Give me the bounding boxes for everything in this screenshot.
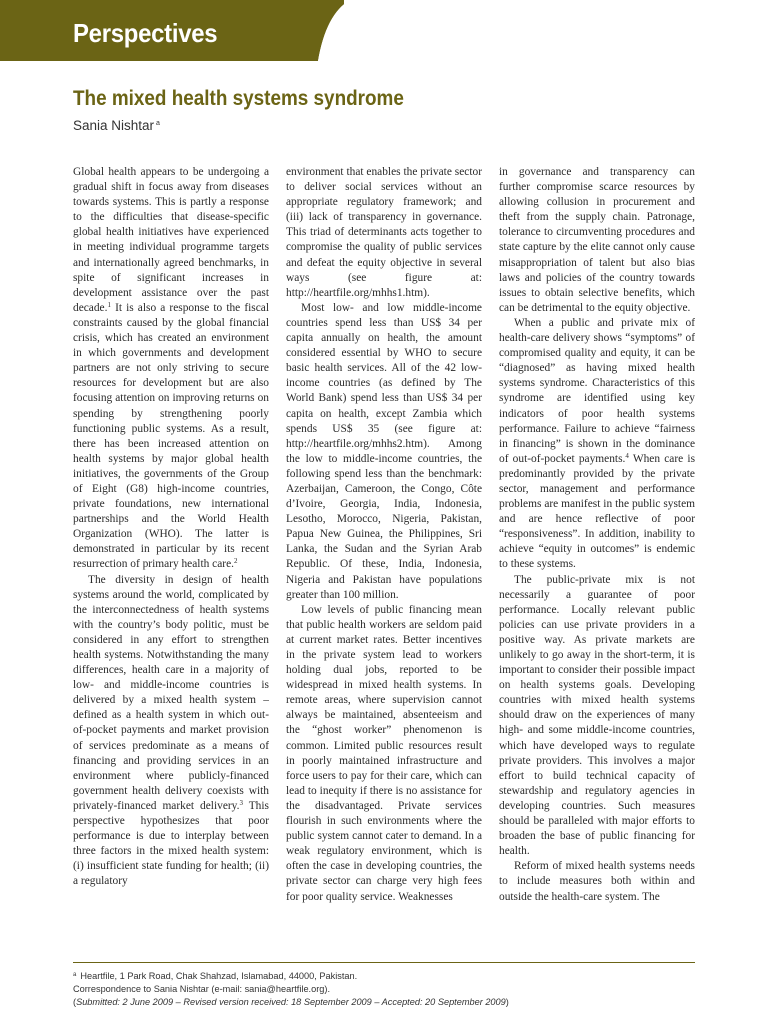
footnote-paren-open: ( <box>73 997 77 1007</box>
paragraph-text: The public-private mix is not necessarily a guarantee of poor performance. Locally relevant public policies can use private providers in a positive way. As private markets are unlikely to go away in the short-term, it is important to consider their possible impact on health systems goals. Developing countries with mixed health systems should draw on the experiences of many high- and some middle-income countries, which have developed ways to regulate private providers. This involves a major effort to build technical capacity of stewardship and regulatory agencies in developing countries. Such measures should be paralleled with major efforts to broaden the base of public financing for health. <box>499 573 695 858</box>
footnote-address-line <box>73 969 713 983</box>
paragraph-text: When care is predominantly provided by the private sector, management and performance problems are manifest in the public system and are hence reflective of poor “responsiveness”. In addition, inability to achieve “equity in outcomes” is endemic to these systems. <box>499 452 695 571</box>
text-column-3 <box>499 165 695 935</box>
paragraph-text: Low levels of public financing mean that public health workers are seldom paid at current market rates. Better incentives in the private system lead to workers holding dual jobs, reported to be widespread in mixed health systems. In remote areas, where supervision cannot always be maintained, absenteeism and the “ghost worker” phenomenon is common. Limited public resources result in poorly maintained infrastructure and force users to pay for their care, which can lead to inequity if there is no assistance for the disadvantaged. Private services flourish in such environments where the public system cannot cater to demand. In a weak regulatory environment, which is often the case in developing countries, the private sector can charge very high fees for poor quality service. Weaknesses <box>286 603 482 903</box>
text-column-2 <box>286 165 482 935</box>
footnote-paren-close: ) <box>505 997 509 1007</box>
reference-number: 1 <box>107 300 111 309</box>
paragraph-text: When a public and private mix of health-care delivery shows “symptoms” of compromised quality and equity, it can be “diagnosed” as having mixed health systems syndrome. Characteristics of this syndrome are identified using key indicators of poor health systems performance. Failure to achieve “fairness in financing” is shown in the dominance of out-of-pocket payments. <box>499 316 695 465</box>
body-paragraph <box>286 301 482 603</box>
footnote-dates-line <box>73 996 713 1009</box>
body-paragraph <box>499 859 695 904</box>
body-paragraph <box>499 165 695 316</box>
paragraph-text: This perspective hypothesizes that poor performance is due to interplay between three factors in the mixed health system: (i) insufficient state funding for health; (ii) a regulatory <box>73 799 269 888</box>
footnote-rule <box>73 962 695 963</box>
author-affiliation-marker: a <box>156 120 160 127</box>
footnote-address: Heartfile, 1 Park Road, Chak Shahzad, Islamabad, 44000, Pakistan. <box>80 971 358 981</box>
reference-number: 2 <box>233 557 238 566</box>
reference-number: 4 <box>625 451 629 460</box>
section-label: Perspectives <box>73 18 218 48</box>
body-paragraph <box>286 603 482 905</box>
body-paragraph <box>73 573 269 890</box>
paragraph-text: environment that enables the private sector to deliver social services without an appropriate regulatory framework; and (iii) lack of transparency in governance. This triad of determinants acts together to compromise the quality of public services and defeat the equity objective in several ways (see figure at: http://heartfile.org/mhhs1.htm). <box>286 166 482 299</box>
paragraph-text: Most low- and low middle-income countries spend less than US$ 34 per capita annually on health, the amount considered essential by WHO to secure basic health services. All of the 42 low-income countries (as defined by The World Bank) spend less than US$ 34 per capita on health, except Zambia which spends US$ 35 (see figure at: http://heartfile.org/mhhs2.htm). Among the low to middle-income countries, the following spend less than the benchmark: Azerbaijan, Cameroon, the Congo, Côte d’Ivoire, Georgia, India, Indonesia, Lesotho, Morocco, Nigeria, Pakistan, Papua New Guinea, the Philippines, Sri Lanka, the Sudan and the Syrian Arab Republic. Of these, India, Indonesia, Nigeria and Pakistan have populations greater than 100 million. <box>286 301 482 601</box>
author-line <box>73 118 160 133</box>
reference-number: 3 <box>239 798 243 807</box>
paragraph-text: It is also a response to the fiscal constraints caused by the global financial crisis, which has created an environment in which governments and development partners are not only striving to secure resources for development but are also focusing attention on improving returns on spending by strengthening poorly functioning public systems. As a result, there has been increased attention on health systems by major global health initiatives, the governments of the Group of Eight (G8) high-income countries, private foundations, new international partnerships and the World Health Organization (WHO). The latter is demonstrated in particular by its recent resurrection of primary health care. <box>73 301 269 571</box>
paragraph-text: Reform of mixed health systems needs to include measures both within and outside the health-care system. The <box>499 860 695 903</box>
body-paragraph <box>499 573 695 860</box>
author-name: Sania Nishtar <box>73 118 155 133</box>
paragraph-text: The diversity in design of health systems around the world, complicated by the interconnectedness of health systems with the country’s body politic, must be considered in any effort to strengthen health systems. Notwithstanding the many differences, health care in a majority of low- and middle-income countries is delivered by a mixed health system – defined as a health system in which out-of-pocket payments and market provision of services predominate as a means of financing and providing services in an environment where publicly-financed government health delivery coexists with privately-financed market delivery. <box>73 573 269 812</box>
paragraph-text: in governance and transparency can further compromise scarce resources by allowing collusion in procurement and theft from the supply chain. Patronage, tolerance to circumventing procedures and state capture by the elite cannot only cause misappropriation of talent but also bias laws and policies of the country towards issues to obtain selective benefits, which can be detrimental to the equity objective. <box>499 166 695 314</box>
paragraph-text: Global health appears to be undergoing a gradual shift in focus away from diseases towards systems. This is partly a response to the difficulties that disease-specific global health initiatives have experienced in meeting individual programme targets and internationally agreed benchmarks, in spite of significant increases in development assistance over the past decade. <box>73 166 269 314</box>
footnote <box>73 969 713 1009</box>
footnote-dates: Submitted: 2 June 2009 – Revised version received: 18 September 2009 – Accepted: 20 September 2009 <box>76 997 506 1007</box>
body-paragraph <box>499 316 695 573</box>
body-paragraph <box>286 165 482 301</box>
article-title: The mixed health systems syndrome <box>73 87 404 110</box>
body-paragraph <box>73 165 269 573</box>
text-column-1 <box>73 165 269 935</box>
footnote-marker: a <box>73 972 77 978</box>
footnote-correspondence: Correspondence to Sania Nishtar (e-mail: sania@heartfile.org). <box>73 984 330 994</box>
